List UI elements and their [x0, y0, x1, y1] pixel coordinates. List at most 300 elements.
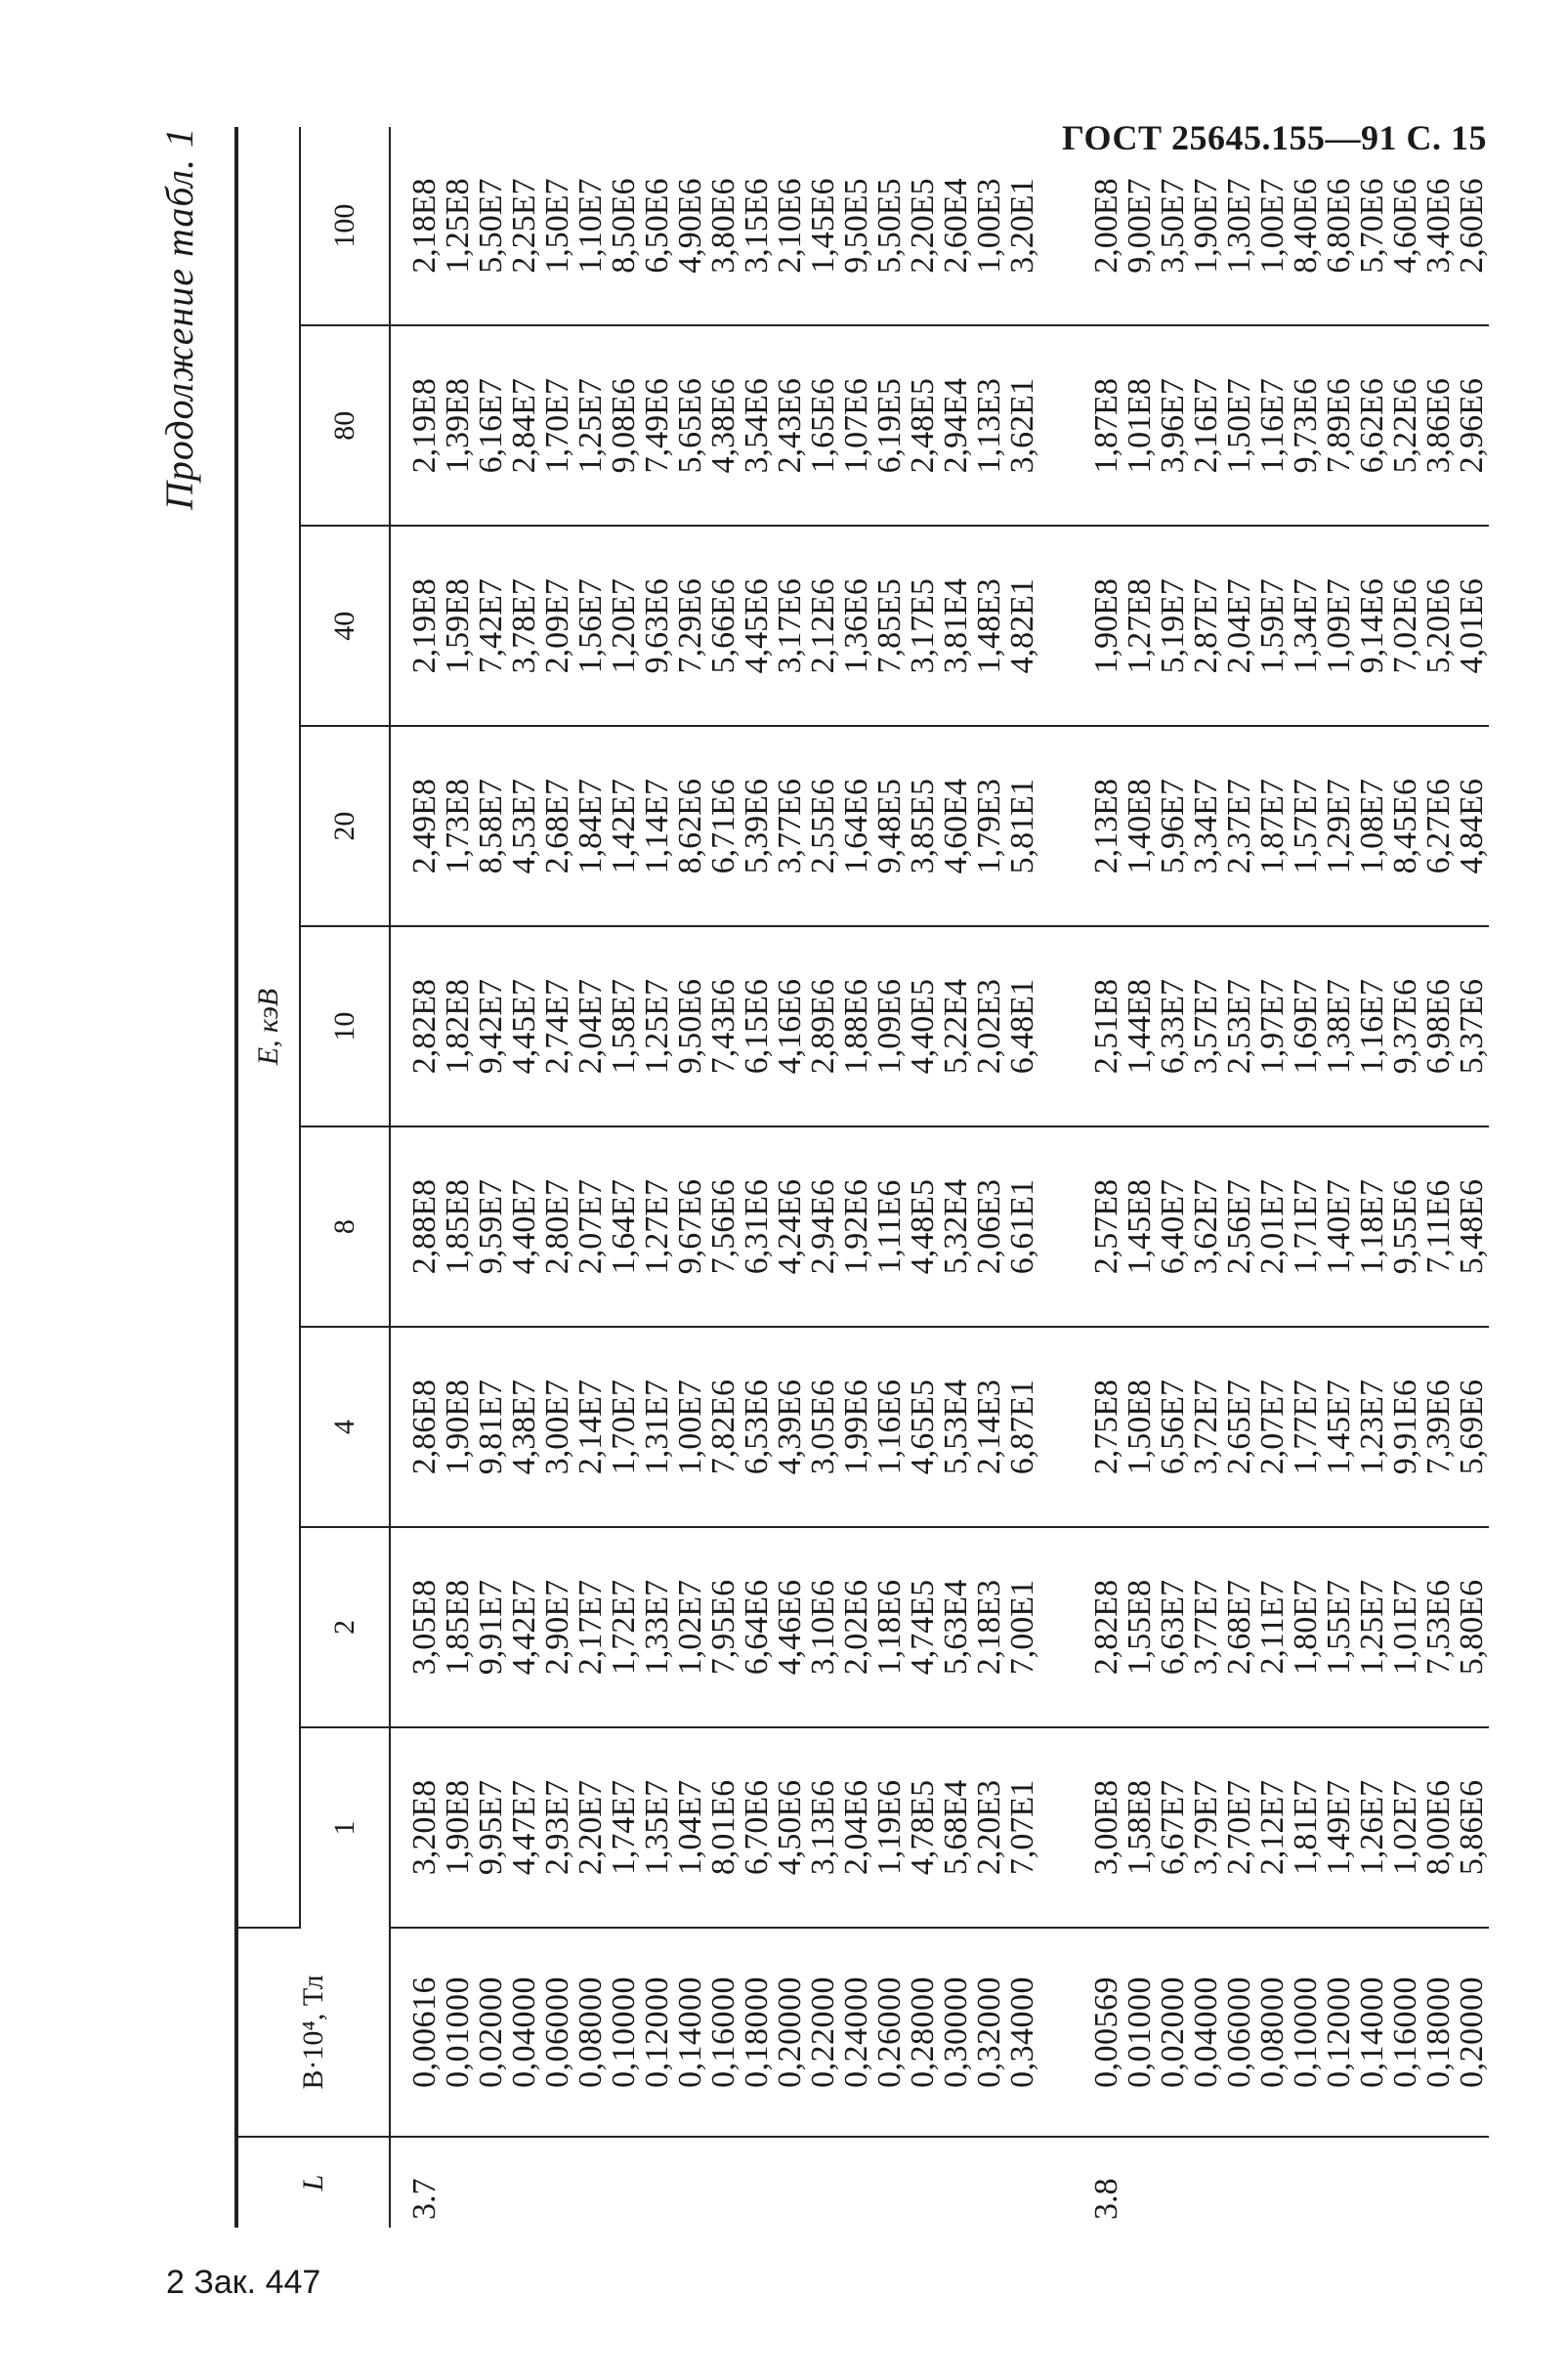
cell-value: 1,80E7 [1290, 1527, 1323, 1727]
cell-value: 2,82E8 [1065, 1527, 1123, 1727]
cell-value: 5,50E7 [475, 127, 508, 325]
cell-value: 9,59E7 [475, 1126, 508, 1327]
table-row [1389, 127, 1422, 2228]
cell-value: 2,04E6 [840, 1727, 873, 1928]
cell-L [807, 2137, 840, 2228]
cell-value: 4,50E6 [774, 1727, 807, 1928]
cell-value: 2,18E3 [973, 1527, 1006, 1727]
cell-value: 5,96E7 [1157, 726, 1190, 926]
cell-B: 0,24000 [840, 1928, 873, 2137]
cell-value: 1,42E7 [608, 726, 641, 926]
cell-value: 2,93E7 [541, 1727, 574, 1928]
cell-value: 8,45E6 [1389, 726, 1422, 926]
cell-value: 1,73E8 [442, 726, 475, 926]
cell-value: 1,64E7 [608, 1126, 641, 1327]
cell-value: 5,69E6 [1456, 1327, 1489, 1527]
cell-value: 2,80E7 [541, 1126, 574, 1327]
cell-L [508, 2137, 541, 2228]
page-header: ГОСТ 25645.155—91 С. 15 [1062, 118, 1487, 157]
cell-value: 1,85E8 [442, 1126, 475, 1327]
cell-value: 5,63E4 [940, 1527, 973, 1727]
cell-value: 1,16E7 [1356, 926, 1389, 1126]
cell-value: 1,02E7 [674, 1527, 707, 1727]
table-row [390, 127, 442, 2228]
cell-value: 7,07E1 [1006, 1727, 1065, 1928]
cell-value: 6,27E6 [1422, 726, 1456, 926]
cell-value: 6,56E7 [1157, 1327, 1190, 1527]
cell-value: 1,33E7 [641, 1527, 674, 1727]
cell-B: 0,16000 [1389, 1928, 1422, 2137]
cell-value: 5,86E6 [1456, 1727, 1489, 1928]
cell-value: 1,23E7 [1356, 1327, 1389, 1527]
cell-value: 3,54E6 [741, 325, 774, 526]
cell-value: 6,98E6 [1422, 926, 1456, 1126]
cell-value: 1,38E7 [1323, 926, 1356, 1126]
cell-value: 1,85E8 [442, 1527, 475, 1727]
cell-value: 1,71E7 [1290, 1126, 1323, 1327]
cell-value: 6,61E1 [1006, 1126, 1065, 1327]
cell-value: 8,58E7 [475, 726, 508, 926]
cell-value: 6,50E6 [641, 127, 674, 325]
cell-value: 6,70E6 [741, 1727, 774, 1928]
cell-value: 2,11E7 [1256, 1527, 1290, 1727]
cell-B: 0,12000 [641, 1928, 674, 2137]
table-row [774, 127, 807, 2228]
cell-value: 1,07E6 [840, 325, 873, 526]
energy-header-cell: 1 [300, 1727, 390, 1928]
cell-value: 2,25E7 [508, 127, 541, 325]
cell-value: 1,50E7 [1223, 325, 1256, 526]
cell-value: 2,90E7 [541, 1527, 574, 1727]
cell-value: 1,45E7 [1323, 1327, 1356, 1527]
cell-B: 0,10000 [1290, 1928, 1323, 2137]
cell-value: 1,87E8 [1065, 325, 1123, 526]
cell-value: 2,13E8 [1065, 726, 1123, 926]
cell-value: 2,06E3 [973, 1126, 1006, 1327]
cell-value: 3,86E6 [1422, 325, 1456, 526]
cell-value: 1,35E7 [641, 1727, 674, 1928]
cell-value: 1,25E8 [442, 127, 475, 325]
cell-L [707, 2137, 741, 2228]
cell-value: 2,94E4 [940, 325, 973, 526]
cell-value: 3,81E4 [940, 526, 973, 726]
cell-L [1323, 2137, 1356, 2228]
cell-value: 9,67E6 [674, 1126, 707, 1327]
cell-value: 1,29E7 [1323, 726, 1356, 926]
cell-value: 1,02E7 [1389, 1727, 1422, 1928]
cell-value: 6,48E1 [1006, 926, 1065, 1126]
cell-value: 7,85E5 [873, 526, 907, 726]
cell-value: 1,25E7 [641, 926, 674, 1126]
cell-value: 2,20E3 [973, 1727, 1006, 1928]
cell-B: 0,08000 [574, 1928, 608, 2137]
cell-value: 1,48E3 [973, 526, 1006, 726]
table-row [807, 127, 840, 2228]
cell-value: 3,05E8 [390, 1527, 442, 1727]
cell-value: 7,39E6 [1422, 1327, 1456, 1527]
table-row [608, 127, 641, 2228]
table-row [475, 127, 508, 2228]
cell-B: 0,04000 [1190, 1928, 1223, 2137]
cell-L [674, 2137, 707, 2228]
cell-value: 2,68E7 [541, 726, 574, 926]
cell-value: 4,42E7 [508, 1527, 541, 1727]
cell-value: 2,75E8 [1065, 1327, 1123, 1527]
cell-value: 1,18E6 [873, 1527, 907, 1727]
cell-value: 1,16E6 [873, 1327, 907, 1527]
cell-value: 2,00E8 [1065, 127, 1123, 325]
cell-L [1123, 2137, 1157, 2228]
cell-value: 2,86E8 [390, 1327, 442, 1527]
cell-value: 9,50E6 [674, 926, 707, 1126]
cell-value: 1,64E6 [840, 726, 873, 926]
cell-value: 4,16E6 [774, 926, 807, 1126]
cell-value: 1,92E6 [840, 1126, 873, 1327]
cell-value: 7,49E6 [641, 325, 674, 526]
cell-value: 4,53E7 [508, 726, 541, 926]
cell-value: 9,50E5 [840, 127, 873, 325]
cell-value: 2,43E6 [774, 325, 807, 526]
table-continuation-label: Продолжение табл. 1 [157, 127, 201, 511]
cell-value: 2,07E7 [1256, 1327, 1290, 1527]
cell-value: 2,57E8 [1065, 1126, 1123, 1327]
cell-value: 6,16E7 [475, 325, 508, 526]
cell-value: 3,13E6 [807, 1727, 840, 1928]
table-row [1006, 127, 1065, 2228]
cell-value: 5,39E6 [741, 726, 774, 926]
cell-value: 1,11E6 [873, 1126, 907, 1327]
cell-value: 1,82E8 [442, 926, 475, 1126]
cell-value: 2,84E7 [508, 325, 541, 526]
cell-value: 2,17E7 [574, 1527, 608, 1727]
cell-value: 1,87E7 [1256, 726, 1290, 926]
energy-header-cell: 4 [300, 1327, 390, 1527]
cell-value: 6,87E1 [1006, 1327, 1065, 1527]
cell-value: 1,45E6 [807, 127, 840, 325]
energy-header-cell: 8 [300, 1126, 390, 1327]
cell-value: 4,60E6 [1389, 127, 1422, 325]
cell-value: 2,89E6 [807, 926, 840, 1126]
cell-L [1256, 2137, 1290, 2228]
cell-value: 2,12E7 [1256, 1727, 1290, 1928]
cell-value: 1,69E7 [1290, 926, 1323, 1126]
cell-value: 9,91E7 [475, 1527, 508, 1727]
cell-value: 3,17E5 [907, 526, 940, 726]
cell-value: 5,48E6 [1456, 1126, 1489, 1327]
cell-value: 9,91E6 [1389, 1327, 1422, 1527]
cell-B: 0,26000 [873, 1928, 907, 2137]
table-row [741, 127, 774, 2228]
cell-value: 6,19E5 [873, 325, 907, 526]
cell-B: 0,01000 [1123, 1928, 1157, 2137]
cell-value: 2,12E6 [807, 526, 840, 726]
cell-value: 4,40E5 [907, 926, 940, 1126]
cell-value: 5,81E1 [1006, 726, 1065, 926]
cell-value: 5,53E4 [940, 1327, 973, 1527]
cell-value: 3,15E6 [741, 127, 774, 325]
cell-value: 4,90E6 [674, 127, 707, 325]
cell-value: 1,04E7 [674, 1727, 707, 1928]
cell-L [1223, 2137, 1256, 2228]
cell-value: 1,27E8 [1123, 526, 1157, 726]
cell-value: 2,02E3 [973, 926, 1006, 1126]
cell-L [1290, 2137, 1323, 2228]
table-row [574, 127, 608, 2228]
cell-B: 0,02000 [1157, 1928, 1190, 2137]
cell-value: 4,60E4 [940, 726, 973, 926]
cell-value: 1,90E7 [1190, 127, 1223, 325]
cell-value: 9,48E5 [873, 726, 907, 926]
cell-value: 4,45E7 [508, 926, 541, 1126]
cell-B: 0,20000 [774, 1928, 807, 2137]
cell-value: 2,60E4 [940, 127, 973, 325]
cell-value: 2,74E7 [541, 926, 574, 1126]
cell-value: 6,40E7 [1157, 1126, 1190, 1327]
cell-value: 2,56E7 [1223, 1126, 1256, 1327]
cell-value: 1,00E7 [1256, 127, 1290, 325]
cell-value: 1,10E7 [574, 127, 608, 325]
table-row [1456, 127, 1489, 2228]
cell-L [741, 2137, 774, 2228]
cell-value: 2,18E8 [390, 127, 442, 325]
cell-value: 1,49E7 [1323, 1727, 1356, 1928]
cell-value: 1,08E7 [1356, 726, 1389, 926]
rotated-table-area [156, 127, 1490, 2228]
cell-L: 3.8 [1088, 2178, 1124, 2220]
cell-value: 7,02E6 [1389, 526, 1422, 726]
table-row [541, 127, 574, 2228]
cell-value: 3,00E7 [541, 1327, 574, 1527]
cell-value: 3,85E5 [907, 726, 940, 926]
cell-value: 1,40E8 [1123, 726, 1157, 926]
table-body [390, 127, 1489, 2228]
cell-value: 5,37E6 [1456, 926, 1489, 1126]
cell-value: 3,17E6 [774, 526, 807, 726]
cell-value: 4,24E6 [774, 1126, 807, 1327]
cell-value: 4,47E7 [508, 1727, 541, 1928]
cell-value: 9,95E7 [475, 1727, 508, 1928]
table-row [973, 127, 1006, 2228]
cell-value: 8,62E6 [674, 726, 707, 926]
cell-value: 2,82E8 [390, 926, 442, 1126]
cell-value: 1,56E7 [574, 526, 608, 726]
cell-L [1422, 2137, 1456, 2228]
cell-value: 3,34E7 [1190, 726, 1223, 926]
table-row [508, 127, 541, 2228]
cell-value: 1,27E7 [641, 1126, 674, 1327]
energy-header-cell: 40 [300, 526, 390, 726]
table-row [707, 127, 741, 2228]
cell-value: 2,94E6 [807, 1126, 840, 1327]
cell-value: 4,45E6 [741, 526, 774, 726]
cell-value: 1,16E7 [1256, 325, 1290, 526]
cell-value: 4,38E7 [508, 1327, 541, 1527]
cell-value: 9,37E6 [1389, 926, 1422, 1126]
cell-value: 2,53E7 [1223, 926, 1256, 1126]
cell-value: 5,70E6 [1356, 127, 1389, 325]
cell-value: 8,50E6 [608, 127, 641, 325]
cell-value: 4,48E5 [907, 1126, 940, 1327]
table-row [1422, 127, 1456, 2228]
cell-value: 1,18E7 [1356, 1126, 1389, 1327]
cell-value: 5,20E6 [1422, 526, 1456, 726]
cell-value: 1,09E6 [873, 926, 907, 1126]
cell-L [442, 2137, 475, 2228]
cell-B: 0,28000 [907, 1928, 940, 2137]
cell-value: 3,20E8 [390, 1727, 442, 1928]
cell-value: 6,67E7 [1157, 1727, 1190, 1928]
cell-value: 7,42E7 [475, 526, 508, 726]
cell-value: 9,73E6 [1290, 325, 1323, 526]
cell-value: 2,55E6 [807, 726, 840, 926]
cell-value: 3,50E7 [1157, 127, 1190, 325]
cell-value: 2,20E7 [574, 1727, 608, 1928]
cell-value: 1,01E8 [1123, 325, 1157, 526]
cell-L [973, 2137, 1006, 2228]
cell-value: 1,31E7 [641, 1327, 674, 1527]
cell-value: 1,58E7 [608, 926, 641, 1126]
table-row [907, 127, 940, 2228]
cell-value: 4,38E6 [707, 325, 741, 526]
cell-value: 2,04E7 [574, 926, 608, 1126]
cell-value: 2,19E8 [390, 325, 442, 526]
cell-value: 9,42E7 [475, 926, 508, 1126]
cell-value: 2,60E6 [1456, 127, 1489, 325]
cell-value: 4,46E6 [774, 1527, 807, 1727]
cell-value: 6,53E6 [741, 1327, 774, 1527]
cell-value: 1,50E8 [1123, 1327, 1157, 1527]
cell-value: 3,62E7 [1190, 1126, 1223, 1327]
cell-value: 5,68E4 [940, 1727, 973, 1928]
table-row [1256, 127, 1290, 2228]
cell-L: 3.7 [406, 2178, 443, 2220]
cell-L [1456, 2137, 1489, 2228]
cell-value: 5,19E7 [1157, 526, 1190, 726]
cell-value: 7,95E6 [707, 1527, 741, 1727]
cell-value: 6,80E6 [1323, 127, 1356, 325]
cell-value: 1,59E8 [442, 526, 475, 726]
cell-value: 2,19E8 [390, 526, 442, 726]
cell-L [1356, 2137, 1389, 2228]
cell-L [907, 2137, 940, 2228]
cell-L [774, 2137, 807, 2228]
cell-value: 1,44E8 [1123, 926, 1157, 1126]
cell-value: 3,72E7 [1190, 1327, 1223, 1527]
cell-value: 2,51E8 [1065, 926, 1123, 1126]
cell-value: 6,62E6 [1356, 325, 1389, 526]
table-row [1290, 127, 1323, 2228]
cell-value: 7,82E6 [707, 1327, 741, 1527]
cell-value: 7,53E6 [1422, 1527, 1456, 1727]
cell-B: 0,04000 [508, 1928, 541, 2137]
cell-value: 1,55E7 [1323, 1527, 1356, 1727]
cell-value: 1,25E7 [574, 325, 608, 526]
cell-value: 4,40E7 [508, 1126, 541, 1327]
cell-value: 2,04E7 [1223, 526, 1256, 726]
cell-value: 7,43E6 [707, 926, 741, 1126]
cell-value: 1,26E7 [1356, 1727, 1389, 1928]
table-row [1190, 127, 1223, 2228]
cell-L [641, 2137, 674, 2228]
cell-value: 3,57E7 [1190, 926, 1223, 1126]
cell-value: 1,36E6 [840, 526, 873, 726]
cell-value: 5,65E6 [674, 325, 707, 526]
cell-value: 1,84E7 [574, 726, 608, 926]
cell-value: 9,81E7 [475, 1327, 508, 1527]
cell-value: 2,68E7 [1223, 1527, 1256, 1727]
cell-value: 3,77E6 [774, 726, 807, 926]
cell-value: 1,50E7 [541, 127, 574, 325]
energy-header-cell: 20 [300, 726, 390, 926]
cell-value: 4,82E1 [1006, 526, 1065, 726]
cell-value: 2,48E5 [907, 325, 940, 526]
cell-value: 4,84E6 [1456, 726, 1489, 926]
cell-value: 6,15E6 [741, 926, 774, 1126]
cell-value: 1,72E7 [608, 1527, 641, 1727]
cell-value: 1,01E7 [1389, 1527, 1422, 1727]
cell-B: 0,32000 [973, 1928, 1006, 2137]
cell-B: 0,18000 [1422, 1928, 1456, 2137]
cell-value: 8,01E6 [707, 1727, 741, 1928]
cell-value: 2,65E7 [1223, 1327, 1256, 1527]
cell-L [541, 2137, 574, 2228]
energy-header-cell: 10 [300, 926, 390, 1126]
cell-value: 1,65E6 [807, 325, 840, 526]
cell-value: 9,63E6 [641, 526, 674, 726]
cell-value: 7,89E6 [1323, 325, 1356, 526]
cell-value: 2,96E6 [1456, 325, 1489, 526]
cell-L [1190, 2137, 1223, 2228]
cell-value: 7,11E6 [1422, 1126, 1456, 1327]
cell-L [873, 2137, 907, 2228]
cell-L [475, 2137, 508, 2228]
cell-value: 1,58E8 [1123, 1727, 1157, 1928]
energy-header-row [300, 127, 390, 2228]
cell-L [574, 2137, 608, 2228]
cell-value: 1,00E7 [674, 1327, 707, 1527]
cell-value: 1,40E7 [1323, 1126, 1356, 1327]
cell-B: 0,20000 [1456, 1928, 1489, 2137]
cell-B: 0,02000 [475, 1928, 508, 2137]
table-row [1356, 127, 1389, 2228]
cell-value: 1,00E3 [973, 127, 1006, 325]
energy-header-cell: 80 [300, 325, 390, 526]
cell-value: 1,74E7 [608, 1727, 641, 1928]
cell-value: 3,10E6 [807, 1527, 840, 1727]
cell-value: 5,22E6 [1389, 325, 1422, 526]
energy-header-cell: 100 [300, 127, 390, 325]
cell-value: 3,40E6 [1422, 127, 1456, 325]
cell-value: 1,45E8 [1123, 1126, 1157, 1327]
cell-value: 1,25E7 [1356, 1527, 1389, 1727]
cell-B: 0,12000 [1323, 1928, 1356, 2137]
table-row [840, 127, 873, 2228]
cell-value: 1,70E7 [541, 325, 574, 526]
cell-value: 1,39E8 [442, 325, 475, 526]
cell-value: 3,05E6 [807, 1327, 840, 1527]
cell-L [608, 2137, 641, 2228]
cell-value: 3,62E1 [1006, 325, 1065, 526]
cell-value: 1,77E7 [1290, 1327, 1323, 1527]
table-row [641, 127, 674, 2228]
cell-L [840, 2137, 873, 2228]
header-L: L [236, 2137, 390, 2228]
cell-value: 7,00E1 [1006, 1527, 1065, 1727]
page-footer: 2 Зак. 447 [166, 2264, 321, 2301]
cell-value: 2,07E7 [574, 1126, 608, 1327]
cell-value: 1,70E7 [608, 1327, 641, 1527]
cell-value: 2,10E6 [774, 127, 807, 325]
